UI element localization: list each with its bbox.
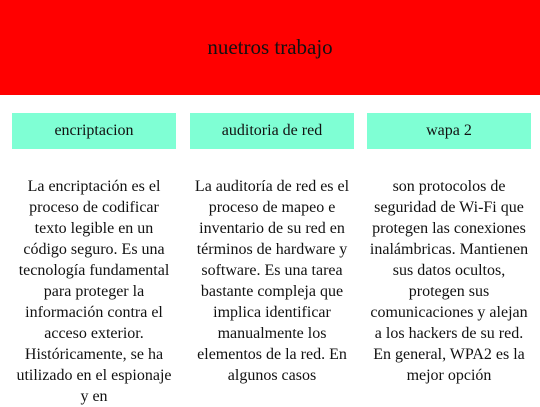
column-encriptacion bbox=[12, 176, 176, 407]
page-header bbox=[0, 0, 540, 95]
tab-auditoria-de-red[interactable]: auditoria de red bbox=[190, 113, 354, 149]
column-text: son protocolos de seguridad de Wi-Fi que protegen las conexiones inalámbricas. Mantienen sus datos ocultos, protegen sus comunicaciones y alejan a los hackers de su red. En general, WPA2 es la mejor opción bbox=[369, 178, 529, 384]
column-auditoria-de-red bbox=[190, 176, 354, 386]
tab-encriptacion[interactable]: encriptacion bbox=[12, 113, 176, 149]
page-title: nuetros trabajo bbox=[207, 35, 333, 59]
column-text: La encriptación es el proceso de codificar texto legible en un código seguro. Es una tecnología fundamental para proteger la información contra el acceso exterior. Históricamente, se ha utilizado en el espionaje y en bbox=[16, 178, 172, 405]
column-wapa-2 bbox=[367, 176, 531, 386]
column-text: La auditoría de red es el proceso de mapeo e inventario de su red en términos de hardware y software. Es una tarea bastante compleja que implica identificar manualmente los elementos de la red. En algunos casos bbox=[194, 178, 350, 384]
tab-wapa-2[interactable]: wapa 2 bbox=[367, 113, 531, 149]
